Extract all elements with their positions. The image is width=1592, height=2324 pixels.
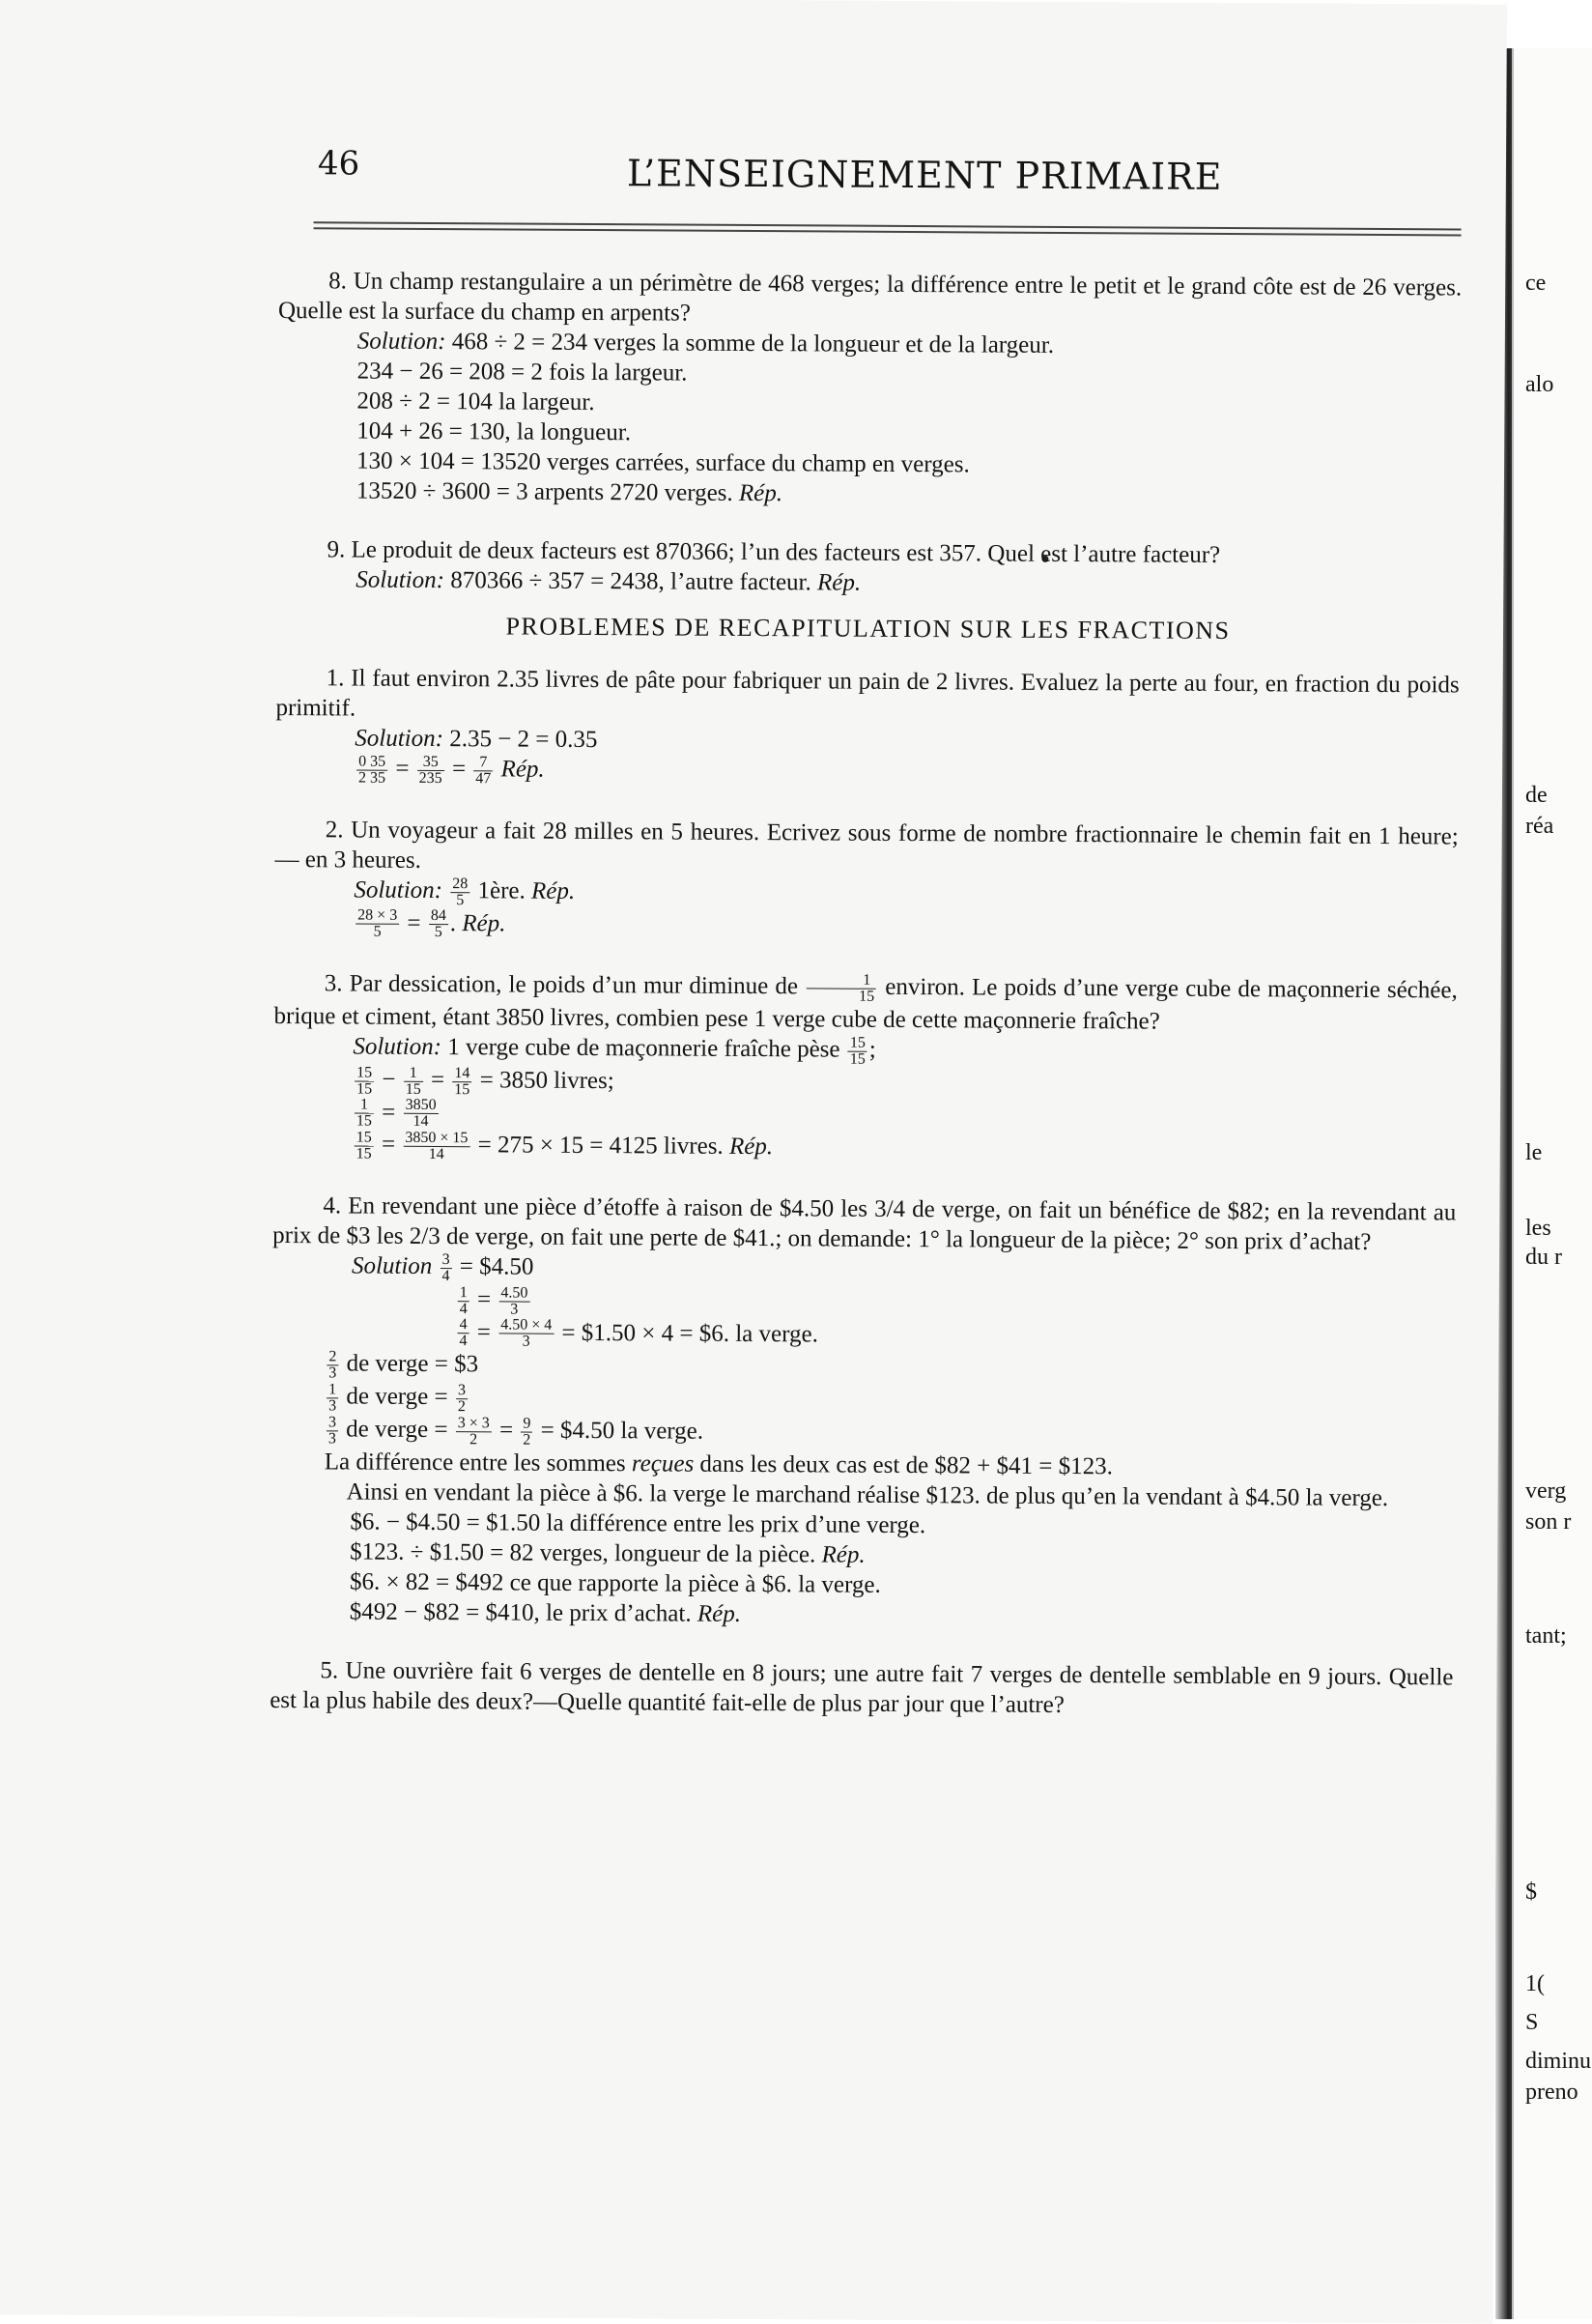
solution-line: $\frac{15}{15}$ = $\frac{3850 \times 15}{14}$ = 275 × 15 = 4125 livres. Rép. bbox=[355, 1129, 774, 1163]
fraction: $\frac{35}{235}$ bbox=[417, 755, 444, 787]
fraction: $\frac{3850 \times 15}{14}$ bbox=[403, 1131, 469, 1162]
solution-text: 870366 ÷ 357 = 2438, l’autre facteur. bbox=[450, 567, 811, 596]
solution-text: 13520 ÷ 3600 = 3 arpents 2720 verges. bbox=[355, 477, 733, 506]
fraction: $\frac{1}{3}$ bbox=[328, 1381, 337, 1415]
fraction: $\frac{1}{15}$ bbox=[807, 972, 876, 1004]
solution-line: 234 − 26 = 208 = 2 fois la largeur. bbox=[356, 358, 688, 387]
fraction: $\frac{15}{15}$ bbox=[356, 1064, 373, 1098]
fraction: $\frac{14}{15}$ bbox=[454, 1064, 470, 1098]
fraction: $\frac{2}{3}$ bbox=[328, 1348, 337, 1382]
solution-line: Solution: 1 verge cube de maçonnerie fraîche pèse $\frac{15}{15}$ ; bbox=[353, 1033, 876, 1068]
fraction: $\frac{3}{2}$ bbox=[457, 1382, 467, 1416]
facing-word: les bbox=[1525, 1216, 1551, 1241]
solution-line: 208 ÷ 2 = 104 la largeur. bbox=[356, 387, 595, 416]
answer-mark: Rép. bbox=[696, 1600, 742, 1627]
facing-word: du r bbox=[1525, 1245, 1562, 1270]
solution-text: 1ère. bbox=[477, 877, 526, 904]
solution-line: $\frac{15}{15}$ − $\frac{1}{15}$ = $\frac{14}{15}$ = 3850 livres; bbox=[356, 1064, 614, 1098]
problem-r2: 2. Un voyageur a fait 28 milles en 5 heures. Ecrivez sous forme de nombre fractionnaire le chemin fait en 1 heure; — en 3 heures. bbox=[274, 817, 1459, 874]
page-number: 46 bbox=[317, 144, 360, 184]
problem-8: 8. Un champ restangulaire a un périmètre de 468 verges; la différence entre le petit et le grand côte est de 26 verges. Quelle est la surface du champ en arpents? bbox=[277, 268, 1463, 327]
solution-label: Solution: bbox=[355, 725, 444, 753]
fraction: $\frac{3}{4}$ bbox=[441, 1250, 450, 1284]
facing-word: S bbox=[1525, 2010, 1539, 2035]
solution-label: Solution: bbox=[355, 566, 445, 594]
facing-word: le bbox=[1525, 1140, 1543, 1165]
page-body bbox=[270, 266, 1462, 1722]
solution-line: $123. ÷ $1.50 = 82 verges, longueur de la pièce. Rép. bbox=[350, 1538, 866, 1568]
solution-paragraph: Ainsi en vendant la pièce à $6. la verge le marchand réalise $123. de plus qu’en la vendant à $4.50 la verge. bbox=[346, 1478, 1389, 1511]
facing-word: réa bbox=[1525, 814, 1554, 839]
facing-word: alo bbox=[1525, 372, 1554, 397]
solution-text: 1 verge cube de maçonnerie fraîche pèse bbox=[447, 1034, 840, 1063]
answer-mark: Rép. bbox=[500, 756, 545, 783]
answer-mark: Rép. bbox=[728, 1133, 774, 1161]
solution-label: Solution: bbox=[356, 328, 446, 356]
solution-label: Solution bbox=[351, 1252, 433, 1280]
answer-mark: Rép. bbox=[821, 1541, 866, 1568]
facing-page-edge bbox=[1512, 48, 1592, 2319]
fraction: $\frac{0 35}{2 35}$ bbox=[358, 753, 386, 787]
fraction: $\frac{84}{5}$ bbox=[429, 908, 448, 940]
fraction: $\frac{1}{4}$ bbox=[459, 1283, 468, 1317]
fraction: $\frac{9}{2}$ bbox=[523, 1415, 531, 1449]
facing-word: son r bbox=[1525, 1509, 1572, 1535]
answer-mark: Rép. bbox=[816, 569, 862, 596]
solution-line: Solution $\frac{3}{4}$ = $4.50 bbox=[351, 1250, 534, 1284]
fraction: $\frac{4}{4}$ bbox=[459, 1316, 468, 1350]
running-title: L’ENSEIGNEMENT PRIMAIRE bbox=[626, 152, 1223, 198]
fraction: $\frac{4.50}{3}$ bbox=[498, 1285, 529, 1317]
problem-r5: 5. Une ouvrière fait 6 verges de dentelle en 8 jours; une autre fait 7 verges de dentelle semblable en 9 jours. Quelle est la plus habile des deux?—Quelle quantité fait-elle de plus par jour que l’autre? bbox=[270, 1657, 1454, 1718]
facing-word: verg bbox=[1525, 1478, 1567, 1504]
solution-label: Solution: bbox=[353, 1033, 442, 1061]
solution-line: $\frac{0 35}{2 35}$ = $\frac{35}{235}$ = $\frac{7}{47}$ Rép. bbox=[358, 753, 545, 788]
facing-word: de bbox=[1525, 783, 1548, 808]
solution-line: 130 × 104 = 13520 verges carrées, surface du champ en verges. bbox=[355, 447, 970, 478]
fraction: $\frac{1}{15}$ bbox=[355, 1098, 374, 1130]
solution-line: $\frac{3}{3}$ de verge = $\frac{3 \times 3}{2}$ = $\frac{9}{2}$ = $4.50 la verge. bbox=[327, 1414, 704, 1449]
solution-line: $\frac{4}{4}$ = $\frac{4.50 \times 4}{3}$ = $1.50 × 4 = $6. la verge. bbox=[459, 1316, 818, 1351]
solution-line: 104 + 26 = 130, la longueur. bbox=[356, 417, 632, 446]
fraction: $\frac{3}{3}$ bbox=[327, 1414, 337, 1448]
solution-line bbox=[276, 564, 1460, 601]
fraction: $\frac{28 \times 3}{5}$ bbox=[355, 908, 399, 940]
solution-line: $\frac{1}{4}$ = $\frac{4.50}{3}$ bbox=[459, 1283, 528, 1318]
problem-r3: 3. Par dessication, le poids d’un mur diminue de $\frac{1}{15}$ environ. Le poids d’une verge cube de maçonnerie séchée, brique et ciment, étant 3850 livres, combien pese 1 verge cube de cette maçonnerie fraîche? bbox=[273, 970, 1458, 1035]
solution-line: $6. × 82 = $492 ce que rapporte la pièce à $6. la verge. bbox=[349, 1568, 881, 1598]
fraction: $\frac{3 \times 3}{2}$ bbox=[456, 1416, 492, 1448]
solution-line: $492 − $82 = $410, le prix d’achat. Rép. bbox=[349, 1598, 742, 1627]
facing-word: diminu bbox=[1525, 2049, 1592, 2074]
solution-label: Solution: bbox=[354, 876, 443, 904]
section-heading: PROBLEMES DE RECAPITULATION SUR LES FRACTIONS bbox=[505, 612, 1231, 646]
facing-word: $ bbox=[1525, 1879, 1537, 1905]
solution-line: $\frac{1}{3}$ de verge = $\frac{3}{2}$ bbox=[328, 1381, 467, 1416]
fraction: $\frac{15}{15}$ bbox=[849, 1034, 866, 1068]
facing-word: 1( bbox=[1525, 1971, 1545, 1996]
fraction: $\frac{3850}{14}$ bbox=[403, 1098, 438, 1130]
problem-9: 9. Le produit de deux facteurs est 870366; l’un des facteurs est 357. Quel est l’autre facteur? bbox=[327, 536, 1221, 568]
facing-word: ce bbox=[1525, 271, 1547, 296]
fraction: $\frac{7}{47}$ bbox=[473, 755, 493, 787]
solution-text: 468 ÷ 2 = 234 verges la somme de la longueur et de la largeur. bbox=[451, 329, 1055, 359]
facing-word: preno bbox=[1525, 2080, 1578, 2105]
fraction: $\frac{15}{15}$ bbox=[355, 1129, 372, 1162]
fraction: $\frac{28}{5}$ bbox=[450, 876, 469, 908]
solution-line: La différence entre les sommes reçues dans les deux cas est de $82 + $41 = $123. bbox=[324, 1449, 1113, 1480]
problem-r4: 4. En revendant une pièce d’étoffe à raison de $4.50 les 3/4 de verge, on fait un bénéfice de $82; en la revendant au prix de $3 les 2/3 de verge, on fait une perte de $41.; on demande: 1° la longueur de la pièce; 2° son prix d’achat? bbox=[272, 1192, 1457, 1256]
solution-line: $\frac{1}{15}$ = $\frac{3850}{14}$ bbox=[355, 1096, 437, 1131]
answer-mark: Rép. bbox=[530, 877, 576, 904]
answer-mark: Rép. bbox=[738, 479, 783, 507]
solution-line: $6. − $4.50 = $1.50 la différence entre les prix d’une verge. bbox=[350, 1508, 926, 1538]
fraction: $\frac{4.50 \times 4}{3}$ bbox=[498, 1318, 554, 1350]
answer-mark: Rép. bbox=[462, 909, 506, 936]
fraction: $\frac{1}{15}$ bbox=[404, 1065, 423, 1097]
solution-line: $\frac{2}{3}$ de verge = $3 bbox=[328, 1348, 479, 1382]
solution-line: $\frac{28 \times 3}{5}$ = $\frac{84}{5}$ . Rép. bbox=[274, 907, 1458, 947]
problem-r1: 1. Il faut environ 2.35 livres de pâte pour fabriquer un pain de 2 livres. Evaluez la perte au four, en fraction du poids primitif. bbox=[275, 665, 1460, 722]
solution-text: 2.35 − 2 = 0.35 bbox=[449, 726, 598, 754]
facing-word: tant; bbox=[1525, 1623, 1567, 1649]
